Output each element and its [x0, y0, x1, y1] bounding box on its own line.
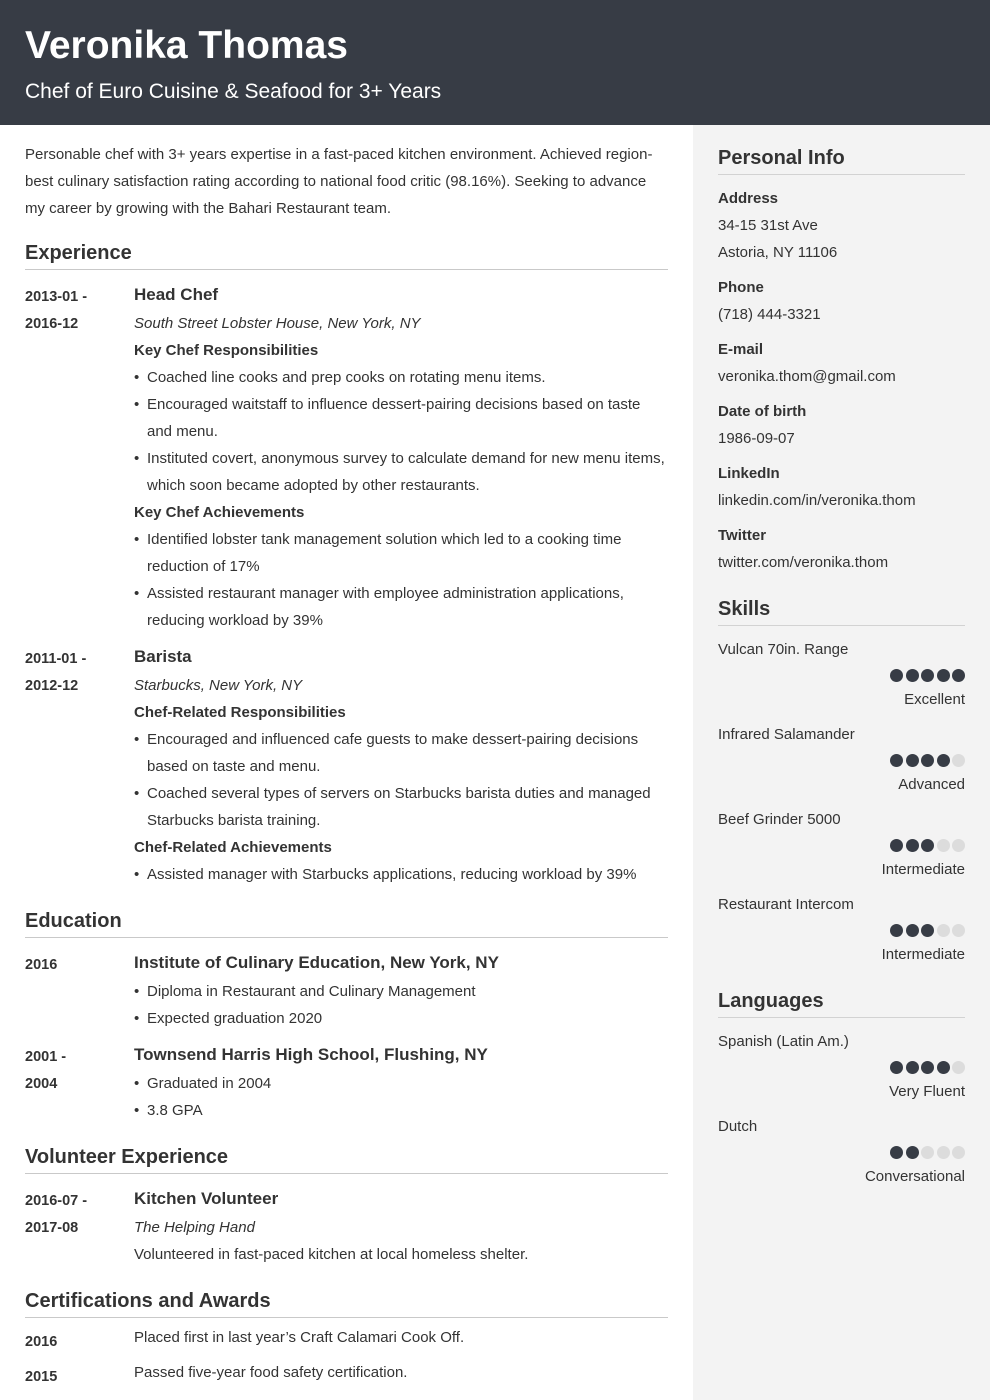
- dob-label: Date of birth: [718, 403, 807, 420]
- rating-dot-filled: [906, 754, 919, 767]
- candidate-name: Veronika Thomas: [25, 24, 348, 67]
- rating-dot-filled: [921, 924, 934, 937]
- skill-rating: [850, 754, 965, 768]
- rating-dot-filled: [906, 839, 919, 852]
- skill-level: Intermediate: [881, 861, 965, 878]
- rating-dot-filled: [906, 1146, 919, 1159]
- rating-dot-filled: [890, 924, 903, 937]
- education-details: [134, 978, 668, 1032]
- skill-rating: [850, 839, 965, 853]
- rating-dot-filled: [906, 669, 919, 682]
- responsibilities-list: [134, 726, 668, 834]
- skill-rating: [850, 924, 965, 938]
- section-heading-certifications: Certifications and Awards: [25, 1289, 668, 1318]
- skill-name: Restaurant Intercom: [718, 896, 854, 913]
- school-name: Townsend Harris High School, Flushing, NY: [134, 1045, 488, 1064]
- job-company: Starbucks, New York, NY: [134, 677, 303, 694]
- education-date-start: 2016: [25, 957, 58, 973]
- rating-dot-empty: [937, 924, 950, 937]
- language-level: Very Fluent: [889, 1083, 965, 1100]
- rating-dot-filled: [952, 669, 965, 682]
- section-heading-volunteer: Volunteer Experience: [25, 1145, 668, 1174]
- language-name: Spanish (Latin Am.): [718, 1033, 849, 1050]
- volunteer-org: The Helping Hand: [134, 1219, 255, 1236]
- achievements-heading: Chef-Related Achievements: [134, 839, 332, 856]
- achievements-list: [134, 861, 668, 888]
- achievements-heading: Key Chef Achievements: [134, 504, 305, 521]
- rating-dot-filled: [906, 924, 919, 937]
- certification-text: Passed five-year food safety certification.: [134, 1364, 408, 1381]
- education-date-start: 2001 -: [25, 1049, 67, 1065]
- achievements-list: [134, 526, 668, 634]
- rating-dot-empty: [952, 839, 965, 852]
- volunteer-description: Volunteered in fast-paced kitchen at local homeless shelter.: [134, 1246, 529, 1263]
- list-item: • Encouraged and influenced cafe guests to make dessert-pairing decisions based on taste and menu.: [134, 726, 668, 780]
- language-name: Dutch: [718, 1118, 758, 1135]
- list-item: • Instituted covert, anonymous survey to calculate demand for new menu items, which soon became adopted by other restaurants.: [134, 445, 668, 499]
- section-heading-education: Education: [25, 909, 668, 938]
- school-name: Institute of Culinary Education, New York, NY: [134, 953, 499, 972]
- job-title: Head Chef: [134, 285, 219, 304]
- list-item: • Identified lobster tank management solution which led to a cooking time reduction of 17%: [134, 526, 668, 580]
- volunteer-entry: [134, 1187, 668, 1268]
- address-line2: Astoria, NY 11106: [718, 244, 838, 261]
- job-date-start: 2011-01 -: [25, 651, 87, 667]
- skill-name: Vulcan 70in. Range: [718, 641, 849, 658]
- section-heading-experience: Experience: [25, 241, 668, 270]
- rating-dot-filled: [921, 669, 934, 682]
- job-date-start: 2013-01 -: [25, 289, 88, 305]
- section-heading-skills: Skills: [718, 597, 965, 626]
- list-item: • Coached line cooks and prep cooks on rotating menu items.: [134, 364, 668, 391]
- education-entry: [134, 1043, 668, 1124]
- education-date-end: 2004: [25, 1076, 58, 1092]
- phone-label: Phone: [718, 279, 764, 296]
- skill-level: Advanced: [898, 776, 965, 793]
- summary: Personable chef with 3+ years expertise in a fast-paced kitchen environment. Achieved region-best culinary satisfaction rating according to national food critic (98.16%). Seeking to advance my career by growing with the Bahari Restaurant team.: [25, 146, 653, 217]
- list-item: • Diploma in Restaurant and Culinary Management: [134, 978, 668, 1005]
- education-details: [134, 1070, 668, 1124]
- rating-dot-empty: [921, 1146, 934, 1159]
- email-label: E-mail: [718, 341, 764, 358]
- rating-dot-filled: [890, 839, 903, 852]
- volunteer-title: Kitchen Volunteer: [134, 1189, 279, 1208]
- rating-dot-empty: [952, 754, 965, 767]
- linkedin-value: linkedin.com/in/veronika.thom: [718, 492, 916, 509]
- list-item: • Coached several types of servers on Starbucks barista duties and managed Starbucks barista training.: [134, 780, 668, 834]
- certification-year: 2016: [25, 1334, 58, 1350]
- twitter-label: Twitter: [718, 527, 767, 544]
- certification-year: 2015: [25, 1369, 58, 1385]
- list-item: • Assisted restaurant manager with employee administration applications, reducing workload by 39%: [134, 580, 668, 634]
- skill-rating: [850, 669, 965, 683]
- responsibilities-heading: Chef-Related Responsibilities: [134, 704, 346, 721]
- rating-dot-empty: [952, 924, 965, 937]
- address-label: Address: [718, 190, 779, 207]
- list-item: • Graduated in 2004: [134, 1070, 668, 1097]
- volunteer-date-start: 2016-07 -: [25, 1193, 88, 1209]
- twitter-value: twitter.com/veronika.thom: [718, 554, 889, 571]
- linkedin-label: LinkedIn: [718, 465, 780, 482]
- job-date-end: 2012-12: [25, 678, 79, 694]
- certification-text: Placed first in last year’s Craft Calamari Cook Off.: [134, 1329, 465, 1346]
- language-level: Conversational: [864, 1168, 965, 1185]
- rating-dot-filled: [890, 669, 903, 682]
- rating-dot-empty: [937, 1146, 950, 1159]
- skill-name: Infrared Salamander: [718, 726, 855, 743]
- skill-level: Excellent: [904, 691, 965, 708]
- volunteer-date-end: 2017-08: [25, 1220, 79, 1236]
- email-value: veronika.thom@gmail.com: [718, 368, 896, 385]
- rating-dot-filled: [890, 1146, 903, 1159]
- resume-header: [0, 0, 990, 125]
- job-entry: [134, 645, 668, 888]
- skill-name: Beef Grinder 5000: [718, 811, 841, 828]
- list-item: • Assisted manager with Starbucks applications, reducing workload by 39%: [134, 861, 668, 888]
- section-heading-languages: Languages: [718, 989, 965, 1018]
- list-item: • Expected graduation 2020: [134, 1005, 668, 1032]
- rating-dot-filled: [890, 1061, 903, 1074]
- rating-dot-filled: [937, 754, 950, 767]
- job-company: South Street Lobster House, New York, NY: [134, 315, 421, 332]
- language-rating: [850, 1146, 965, 1160]
- responsibilities-heading: Key Chef Responsibilities: [134, 342, 319, 359]
- rating-dot-filled: [890, 754, 903, 767]
- rating-dot-filled: [937, 669, 950, 682]
- rating-dot-empty: [952, 1146, 965, 1159]
- language-rating: [850, 1061, 965, 1075]
- dob-value: 1986-09-07: [718, 430, 795, 447]
- rating-dot-filled: [921, 754, 934, 767]
- rating-dot-filled: [906, 1061, 919, 1074]
- skill-level: Intermediate: [881, 946, 965, 963]
- rating-dot-filled: [921, 839, 934, 852]
- list-item: • 3.8 GPA: [134, 1097, 668, 1124]
- job-title: Barista: [134, 647, 192, 666]
- phone-value: (718) 444-3321: [718, 306, 821, 323]
- job-date-end: 2016-12: [25, 316, 79, 332]
- rating-dot-filled: [937, 1061, 950, 1074]
- rating-dot-empty: [952, 1061, 965, 1074]
- list-item: • Encouraged waitstaff to influence dessert-pairing decisions based on taste and menu.: [134, 391, 668, 445]
- candidate-role: Chef of Euro Cuisine & Seafood for 3+ Years: [25, 80, 442, 103]
- rating-dot-empty: [937, 839, 950, 852]
- education-entry: [134, 951, 668, 1032]
- section-heading-personal-info: Personal Info: [718, 146, 965, 175]
- address-line1: 34-15 31st Ave: [718, 217, 818, 234]
- job-entry: [134, 283, 668, 634]
- responsibilities-list: [134, 364, 668, 499]
- rating-dot-filled: [921, 1061, 934, 1074]
